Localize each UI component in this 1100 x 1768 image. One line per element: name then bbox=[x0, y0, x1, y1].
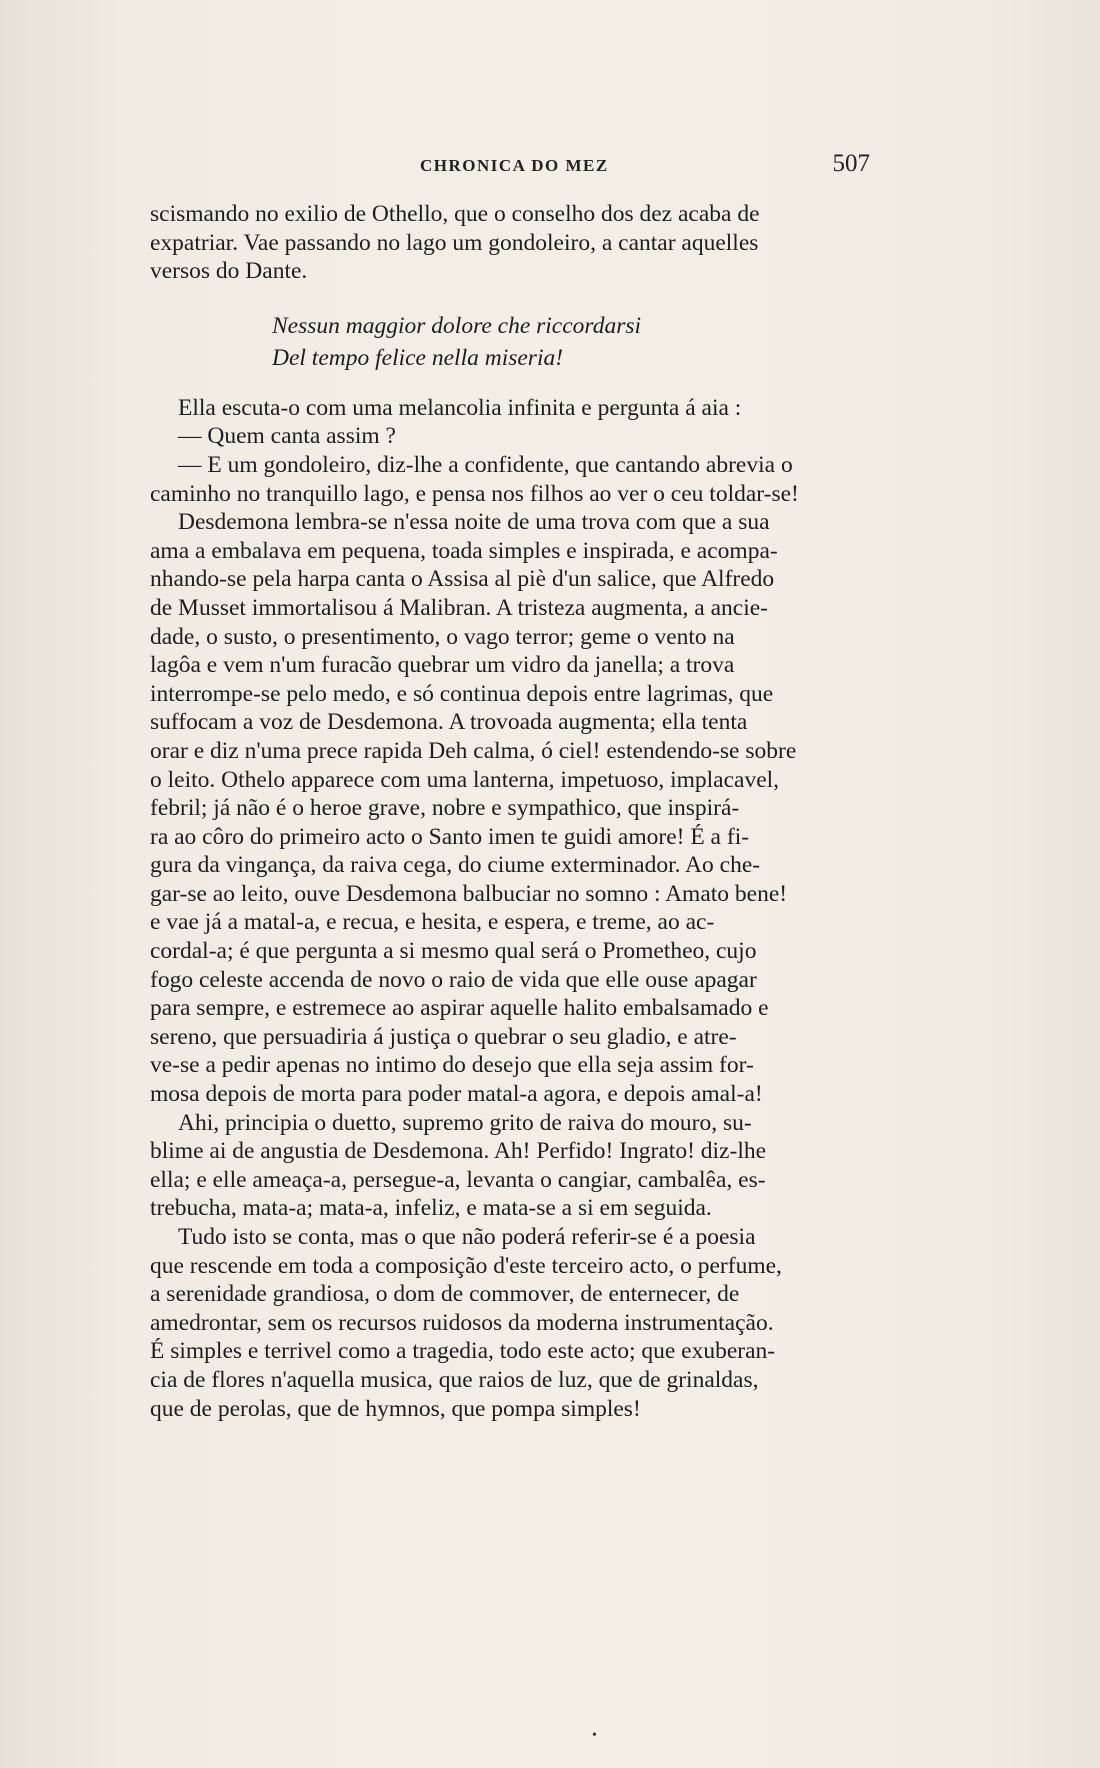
text-line: cordal-a; é que pergunta a si mesmo qual será o Prometheo, cujo bbox=[150, 938, 757, 965]
text-line: caminho no tranquillo lago, e pensa nos filhos ao ver o ceu toldar-se! bbox=[150, 480, 799, 507]
text-line: febril; já não é o heroe grave, nobre e sympathico, que inspirá- bbox=[150, 795, 740, 822]
text-line: mosa depois de morta para poder matal-a agora, e depois amal-a! bbox=[150, 1081, 763, 1108]
text-line: sereno, que persuadiria á justiça o quebrar o seu gladio, e atre- bbox=[150, 1023, 737, 1050]
paragraph-lines-intro bbox=[150, 200, 870, 286]
text-line: que de perolas, que de hymnos, que pompa simples! bbox=[150, 1395, 641, 1422]
text-line: nhando-se pela harpa canta o Assisa al piè d'un salice, que Alfredo bbox=[150, 566, 775, 593]
body-text bbox=[150, 200, 870, 1423]
text-line: É simples e terrivel como a tragedia, todo este acto; que exuberan- bbox=[150, 1338, 776, 1365]
text-line: fogo celeste accenda de novo o raio de vida que elle ouse apagar bbox=[150, 966, 757, 993]
text-line: amedrontar, sem os recursos ruidosos da moderna instrumentação. bbox=[150, 1309, 774, 1336]
page-header bbox=[150, 150, 870, 186]
text-line: interrompe-se pelo medo, e só continua depois entre lagrimas, que bbox=[150, 680, 774, 707]
text-line: de Musset immortalisou á Malibran. A tristeza augmenta, a ancie- bbox=[150, 594, 768, 621]
text-line: Ella escuta-o com uma melancolia infinita e pergunta á aia : bbox=[178, 394, 742, 421]
text-line: que rescende em toda a composição d'este terceiro acto, o perfume, bbox=[150, 1252, 782, 1279]
ornament-dot: • bbox=[592, 1728, 597, 1743]
text-line: ella; e elle ameaça-a, persegue-a, levanta o cangiar, cambalêa, es- bbox=[150, 1166, 766, 1193]
running-title: CHRONICA DO MEZ bbox=[420, 156, 609, 175]
text-line: ama a embalava em pequena, toada simples e inspirada, e acompa- bbox=[150, 537, 778, 564]
quote-line: Del tempo felice nella miseria! bbox=[272, 344, 564, 371]
text-line: e vae já a matal-a, e recua, e hesita, e espera, e treme, ao ac- bbox=[150, 909, 715, 936]
text-line: gura da vingança, da raiva cega, do ciume exterminador. Ao che- bbox=[150, 852, 761, 879]
page-number: 507 bbox=[832, 150, 870, 177]
text-line: ra ao côro do primeiro acto o Santo imen te guidi amore! É a fi- bbox=[150, 823, 750, 850]
text-line: suffocam a voz de Desdemona. A trovoada augmenta; ella tenta bbox=[150, 709, 748, 736]
text-line: — Quem canta assim ? bbox=[178, 423, 396, 450]
text-line: ve-se a pedir apenas no intimo do desejo que ella seja assim for- bbox=[150, 1052, 754, 1079]
text-line: Desdemona lembra-se n'essa noite de uma trova com que a sua bbox=[178, 509, 770, 536]
text-line: gar-se ao leito, ouve Desdemona balbuciar no somno : Amato bene! bbox=[150, 880, 788, 907]
text-line: blime ai de angustia de Desdemona. Ah! Perfido! Ingrato! diz-lhe bbox=[150, 1138, 767, 1165]
text-line: trebucha, mata-a; mata-a, infeliz, e mata-se a si em seguida. bbox=[150, 1195, 712, 1222]
text-line: o leito. Othelo apparece com uma lanterna, impetuoso, implacavel, bbox=[150, 766, 780, 793]
text-line: dade, o susto, o presentimento, o vago terror; geme o vento na bbox=[150, 623, 735, 650]
text-line: Tudo isto se conta, mas o que não poderá referir-se é a poesia bbox=[178, 1224, 756, 1250]
text-line: para sempre, e estremece ao aspirar aquelle halito embalsamado e bbox=[150, 995, 769, 1022]
quote-line: Nessun maggior dolore che riccordarsi bbox=[272, 312, 642, 339]
text-line: lagôa e vem n'um furacão quebrar um vidro da janella; a trova bbox=[150, 652, 735, 679]
text-line: — E um gondoleiro, diz-lhe a confidente, que cantando abrevia o bbox=[178, 451, 793, 478]
paragraph-lines-main bbox=[150, 394, 870, 1423]
text-line: cia de flores n'aquella musica, que raios de luz, que de grinaldas, bbox=[150, 1366, 759, 1393]
text-line: Ahi, principia o duetto, supremo grito de raiva do mouro, su- bbox=[178, 1109, 752, 1136]
text-line: scismando no exilio de Othello, que o conselho dos dez acaba de bbox=[150, 201, 760, 227]
italian-quote bbox=[272, 310, 870, 374]
text-line: a serenidade grandiosa, o dom de commover, de enternecer, de bbox=[150, 1281, 740, 1308]
text-line: expatriar. Vae passando no lago um gondoleiro, a cantar aquelles bbox=[150, 229, 759, 256]
text-line: versos do Dante. bbox=[150, 258, 308, 285]
text-line: orar e diz n'uma prece rapida Deh calma, ó ciel! estendendo-se sobre bbox=[150, 737, 797, 764]
